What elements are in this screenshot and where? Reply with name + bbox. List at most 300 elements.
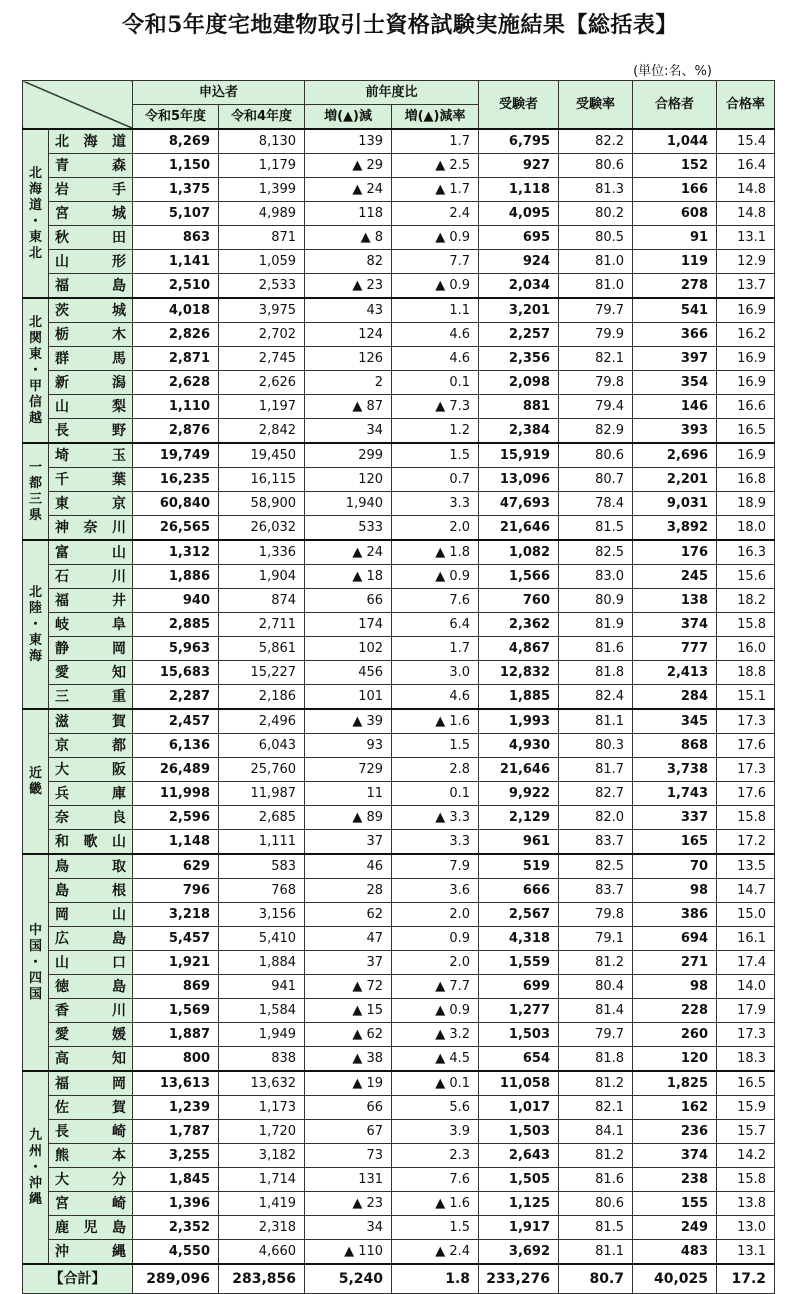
cell-r5: 629: [133, 854, 219, 879]
prefecture-name: [49, 1192, 133, 1216]
cell-exam-rate: 80.6: [559, 154, 633, 178]
cell-change: ▲ 72: [305, 975, 392, 999]
cell-change-rate: ▲ 0.9: [392, 274, 479, 299]
cell-examinees: 2,257: [479, 323, 559, 347]
cell-exam-rate: 79.1: [559, 927, 633, 951]
cell-change: 46: [305, 854, 392, 879]
passers-header: 合格者: [633, 81, 717, 130]
cell-passers: 374: [633, 613, 717, 637]
cell-r5: 2,287: [133, 685, 219, 710]
cell-examinees: 4,095: [479, 202, 559, 226]
cell-change: ▲ 62: [305, 1023, 392, 1047]
cell-r5: 2,876: [133, 419, 219, 444]
cell-change: ▲ 8: [305, 226, 392, 250]
prefecture-letters: 岡 山: [55, 906, 126, 923]
cell-change-rate: ▲ 0.1: [392, 1071, 479, 1096]
cell-r4: 1,720: [219, 1120, 305, 1144]
prefecture-name: [49, 298, 133, 323]
cell-r4: 1,884: [219, 951, 305, 975]
table-row: [23, 903, 775, 927]
prefecture-name: [49, 613, 133, 637]
cell-change-rate: 7.6: [392, 1168, 479, 1192]
cell-change: 124: [305, 323, 392, 347]
cell-r5: 1,239: [133, 1096, 219, 1120]
cell-change-rate: 3.9: [392, 1120, 479, 1144]
cell-r4: 5,861: [219, 637, 305, 661]
cell-examinees: 760: [479, 589, 559, 613]
table-row: [23, 565, 775, 589]
cell-r5: 863: [133, 226, 219, 250]
cell-pass-rate: 15.6: [717, 565, 775, 589]
cell-r4: 3,975: [219, 298, 305, 323]
cell-exam-rate: 82.4: [559, 685, 633, 710]
cell-r5: 6,136: [133, 734, 219, 758]
cell-exam-rate: 79.7: [559, 1023, 633, 1047]
cell-change-rate: 2.3: [392, 1144, 479, 1168]
region-label: 中 国 ・ 四 国: [23, 854, 49, 1071]
cell-exam-rate: 80.9: [559, 589, 633, 613]
prefecture-letters: 群 馬: [55, 350, 126, 367]
cell-r4: 1,059: [219, 250, 305, 274]
cell-change: 93: [305, 734, 392, 758]
cell-change-rate: 2.0: [392, 951, 479, 975]
cell-passers: 2,696: [633, 443, 717, 468]
cell-passers: 238: [633, 1168, 717, 1192]
prefecture-letters: 沖 縄: [55, 1243, 126, 1260]
cell-passers: 176: [633, 540, 717, 565]
prefecture-name: [49, 1120, 133, 1144]
cell-examinees: 1,559: [479, 951, 559, 975]
cell-r5: 1,396: [133, 1192, 219, 1216]
table-body: [23, 129, 775, 1264]
cell-pass-rate: 15.9: [717, 1096, 775, 1120]
cell-change: ▲ 23: [305, 274, 392, 299]
table-row: [23, 1023, 775, 1047]
prefecture-letters: 宮 城: [55, 205, 126, 222]
prefecture-name: [49, 758, 133, 782]
table-row: [23, 516, 775, 541]
region-label: 北 関 東 ・ 甲 信 越: [23, 298, 49, 443]
prefecture-name: [49, 443, 133, 468]
table-row: [23, 492, 775, 516]
cell-pass-rate: 16.1: [717, 927, 775, 951]
cell-change-rate: ▲ 4.5: [392, 1047, 479, 1072]
cell-examinees: 1,277: [479, 999, 559, 1023]
total-r4: 283,856: [219, 1264, 305, 1294]
cell-change-rate: ▲ 3.3: [392, 806, 479, 830]
cell-passers: 2,413: [633, 661, 717, 685]
table-row: [23, 927, 775, 951]
cell-passers: 374: [633, 1144, 717, 1168]
cell-change-rate: 1.1: [392, 298, 479, 323]
cell-passers: 608: [633, 202, 717, 226]
cell-examinees: 1,125: [479, 1192, 559, 1216]
corner-cell: [23, 81, 133, 130]
cell-r4: 2,496: [219, 709, 305, 734]
cell-examinees: 1,917: [479, 1216, 559, 1240]
prefecture-letters: 大 阪: [55, 761, 126, 778]
prefecture-letters: 愛 知: [55, 664, 126, 681]
cell-exam-rate: 84.1: [559, 1120, 633, 1144]
cell-examinees: 11,058: [479, 1071, 559, 1096]
cell-r4: 1,197: [219, 395, 305, 419]
cell-change: 82: [305, 250, 392, 274]
prefecture-letters: 山 口: [55, 954, 126, 971]
cell-examinees: 4,867: [479, 637, 559, 661]
table-row: [23, 806, 775, 830]
cell-r4: 2,702: [219, 323, 305, 347]
table-row: [23, 613, 775, 637]
cell-pass-rate: 15.1: [717, 685, 775, 710]
change-rate-header: 増(▲)減率: [392, 105, 479, 130]
cell-examinees: 9,922: [479, 782, 559, 806]
cell-r4: 13,632: [219, 1071, 305, 1096]
prefecture-name: [49, 468, 133, 492]
cell-passers: 260: [633, 1023, 717, 1047]
prefecture-name: [49, 951, 133, 975]
cell-passers: 1,743: [633, 782, 717, 806]
table-row: [23, 951, 775, 975]
cell-r5: 1,110: [133, 395, 219, 419]
cell-change-rate: 7.9: [392, 854, 479, 879]
cell-exam-rate: 80.7: [559, 468, 633, 492]
cell-change: 131: [305, 1168, 392, 1192]
cell-change-rate: ▲ 0.9: [392, 226, 479, 250]
cell-pass-rate: 15.7: [717, 1120, 775, 1144]
cell-change: 28: [305, 879, 392, 903]
cell-change-rate: ▲ 1.6: [392, 709, 479, 734]
cell-examinees: 12,832: [479, 661, 559, 685]
table-row: [23, 709, 775, 734]
cell-r4: 838: [219, 1047, 305, 1072]
prefecture-name: [49, 854, 133, 879]
prefecture-letters: 鳥 取: [55, 858, 126, 875]
table-row: [23, 540, 775, 565]
cell-change: 174: [305, 613, 392, 637]
cell-passers: 70: [633, 854, 717, 879]
cell-change-rate: 0.1: [392, 371, 479, 395]
cell-passers: 120: [633, 1047, 717, 1072]
cell-r5: 60,840: [133, 492, 219, 516]
cell-r5: 5,107: [133, 202, 219, 226]
prefecture-letters: 栃 木: [55, 326, 126, 343]
cell-change: 729: [305, 758, 392, 782]
results-table: [22, 80, 775, 1294]
prefecture-name: [49, 685, 133, 710]
cell-examinees: 1,566: [479, 565, 559, 589]
cell-exam-rate: 83.7: [559, 830, 633, 855]
cell-examinees: 2,098: [479, 371, 559, 395]
prefecture-letters: 山 梨: [55, 398, 126, 415]
prefecture-letters: 東 京: [55, 495, 126, 512]
table-row: [23, 154, 775, 178]
cell-exam-rate: 82.5: [559, 540, 633, 565]
cell-change-rate: ▲ 3.2: [392, 1023, 479, 1047]
cell-change: 67: [305, 1120, 392, 1144]
prefecture-letters: 福 岡: [55, 1075, 126, 1092]
cell-passers: 165: [633, 830, 717, 855]
cell-change-rate: 1.7: [392, 129, 479, 154]
cell-r4: 1,173: [219, 1096, 305, 1120]
region-label: 北 陸 ・ 東 海: [23, 540, 49, 709]
prefecture-name: [49, 129, 133, 154]
cell-passers: 868: [633, 734, 717, 758]
cell-change: 43: [305, 298, 392, 323]
cell-examinees: 927: [479, 154, 559, 178]
cell-r5: 2,628: [133, 371, 219, 395]
cell-exam-rate: 81.2: [559, 1071, 633, 1096]
cell-exam-rate: 82.9: [559, 419, 633, 444]
cell-pass-rate: 16.5: [717, 419, 775, 444]
prefecture-name: [49, 226, 133, 250]
cell-r5: 19,749: [133, 443, 219, 468]
cell-r4: 4,989: [219, 202, 305, 226]
table-row: [23, 1096, 775, 1120]
cell-pass-rate: 13.1: [717, 1240, 775, 1265]
cell-passers: 91: [633, 226, 717, 250]
prefecture-name: [49, 637, 133, 661]
cell-pass-rate: 18.8: [717, 661, 775, 685]
cell-examinees: 1,505: [479, 1168, 559, 1192]
cell-pass-rate: 15.4: [717, 129, 775, 154]
cell-passers: 119: [633, 250, 717, 274]
prefecture-name: [49, 782, 133, 806]
r4-header: 令和4年度: [219, 105, 305, 130]
table-row: [23, 1071, 775, 1096]
cell-examinees: 1,082: [479, 540, 559, 565]
cell-pass-rate: 13.7: [717, 274, 775, 299]
cell-exam-rate: 80.5: [559, 226, 633, 250]
cell-change-rate: ▲ 1.8: [392, 540, 479, 565]
table-row: [23, 1192, 775, 1216]
cell-examinees: 654: [479, 1047, 559, 1072]
cell-r4: 871: [219, 226, 305, 250]
prefecture-name: [49, 540, 133, 565]
cell-exam-rate: 80.2: [559, 202, 633, 226]
prefecture-letters: 新 潟: [55, 374, 126, 391]
cell-change: 1,940: [305, 492, 392, 516]
cell-change-rate: ▲ 0.9: [392, 565, 479, 589]
cell-change: 2: [305, 371, 392, 395]
prefecture-letters: 佐 賀: [55, 1099, 126, 1116]
cell-change-rate: ▲ 2.4: [392, 1240, 479, 1265]
cell-change-rate: 2.4: [392, 202, 479, 226]
cell-exam-rate: 80.6: [559, 1192, 633, 1216]
prefecture-letters: 和 歌 山: [55, 833, 126, 850]
cell-pass-rate: 15.8: [717, 613, 775, 637]
prefecture-name: [49, 903, 133, 927]
cell-pass-rate: 17.3: [717, 758, 775, 782]
prefecture-letters: 北 海 道: [55, 133, 126, 150]
cell-r4: 2,745: [219, 347, 305, 371]
prefecture-name: [49, 734, 133, 758]
cell-exam-rate: 81.0: [559, 250, 633, 274]
cell-exam-rate: 82.1: [559, 347, 633, 371]
cell-r4: 16,115: [219, 468, 305, 492]
table-row: [23, 371, 775, 395]
prefecture-name: [49, 250, 133, 274]
cell-exam-rate: 81.8: [559, 661, 633, 685]
cell-exam-rate: 81.5: [559, 1216, 633, 1240]
total-rate: 1.8: [392, 1264, 479, 1294]
cell-r4: 1,399: [219, 178, 305, 202]
cell-change-rate: ▲ 2.5: [392, 154, 479, 178]
cell-change-rate: 6.4: [392, 613, 479, 637]
cell-change: 120: [305, 468, 392, 492]
cell-r5: 15,683: [133, 661, 219, 685]
cell-passers: 271: [633, 951, 717, 975]
cell-r4: 2,842: [219, 419, 305, 444]
cell-exam-rate: 79.4: [559, 395, 633, 419]
cell-pass-rate: 17.3: [717, 1023, 775, 1047]
cell-exam-rate: 81.1: [559, 709, 633, 734]
cell-r5: 5,457: [133, 927, 219, 951]
cell-change-rate: 1.2: [392, 419, 479, 444]
cell-examinees: 1,017: [479, 1096, 559, 1120]
table-row: [23, 1168, 775, 1192]
total-exam-rate: 80.7: [559, 1264, 633, 1294]
cell-passers: 155: [633, 1192, 717, 1216]
cell-r5: 1,569: [133, 999, 219, 1023]
cell-r4: 1,179: [219, 154, 305, 178]
prefecture-name: [49, 879, 133, 903]
cell-pass-rate: 16.0: [717, 637, 775, 661]
cell-r4: 58,900: [219, 492, 305, 516]
table-row: [23, 323, 775, 347]
cell-change: ▲ 39: [305, 709, 392, 734]
prefecture-name: [49, 323, 133, 347]
cell-change: 533: [305, 516, 392, 541]
cell-pass-rate: 18.2: [717, 589, 775, 613]
cell-passers: 249: [633, 1216, 717, 1240]
cell-r5: 26,565: [133, 516, 219, 541]
cell-examinees: 2,034: [479, 274, 559, 299]
cell-examinees: 4,318: [479, 927, 559, 951]
cell-examinees: 2,567: [479, 903, 559, 927]
table-row: [23, 975, 775, 999]
cell-change-rate: 2.0: [392, 516, 479, 541]
cell-exam-rate: 82.7: [559, 782, 633, 806]
cell-examinees: 666: [479, 879, 559, 903]
table-row: [23, 274, 775, 299]
total-row: [23, 1264, 775, 1294]
cell-r5: 13,613: [133, 1071, 219, 1096]
cell-passers: 138: [633, 589, 717, 613]
cell-pass-rate: 15.8: [717, 1168, 775, 1192]
table-row: [23, 879, 775, 903]
cell-examinees: 1,503: [479, 1120, 559, 1144]
cell-pass-rate: 16.3: [717, 540, 775, 565]
cell-passers: 777: [633, 637, 717, 661]
cell-passers: 278: [633, 274, 717, 299]
examinees-header: 受験者: [479, 81, 559, 130]
cell-r4: 874: [219, 589, 305, 613]
cell-r4: 19,450: [219, 443, 305, 468]
cell-passers: 2,201: [633, 468, 717, 492]
prefecture-letters: 愛 媛: [55, 1026, 126, 1043]
cell-change-rate: 3.3: [392, 492, 479, 516]
cell-change: 62: [305, 903, 392, 927]
table-row: [23, 178, 775, 202]
cell-examinees: 3,201: [479, 298, 559, 323]
cell-passers: 236: [633, 1120, 717, 1144]
cell-pass-rate: 13.1: [717, 226, 775, 250]
table-row: [23, 202, 775, 226]
cell-r5: 796: [133, 879, 219, 903]
table-row: [23, 999, 775, 1023]
cell-change: 34: [305, 1216, 392, 1240]
cell-change: 101: [305, 685, 392, 710]
prefecture-letters: 富 山: [55, 544, 126, 561]
cell-passers: 337: [633, 806, 717, 830]
cell-change-rate: ▲ 0.9: [392, 999, 479, 1023]
cell-examinees: 519: [479, 854, 559, 879]
cell-examinees: 3,692: [479, 1240, 559, 1265]
cell-r5: 2,826: [133, 323, 219, 347]
unit-note: (単位:名、%): [633, 64, 712, 79]
table-row: [23, 637, 775, 661]
cell-r5: 1,148: [133, 830, 219, 855]
cell-change: ▲ 110: [305, 1240, 392, 1265]
cell-passers: 393: [633, 419, 717, 444]
r5-header: 令和5年度: [133, 105, 219, 130]
region-label: 近 畿: [23, 709, 49, 854]
cell-change: ▲ 24: [305, 178, 392, 202]
table-row: [23, 734, 775, 758]
cell-r4: 2,711: [219, 613, 305, 637]
prefecture-letters: 静 岡: [55, 640, 126, 657]
prefecture-name: [49, 492, 133, 516]
prefecture-name: [49, 709, 133, 734]
cell-pass-rate: 13.0: [717, 1216, 775, 1240]
prefecture-letters: 熊 本: [55, 1147, 126, 1164]
table-row: [23, 1240, 775, 1265]
cell-r4: 941: [219, 975, 305, 999]
cell-pass-rate: 16.9: [717, 443, 775, 468]
cell-change-rate: 5.6: [392, 1096, 479, 1120]
cell-change-rate: 4.6: [392, 347, 479, 371]
table-row: [23, 854, 775, 879]
cell-passers: 541: [633, 298, 717, 323]
cell-examinees: 695: [479, 226, 559, 250]
cell-exam-rate: 79.8: [559, 903, 633, 927]
prefecture-name: [49, 516, 133, 541]
table-row: [23, 443, 775, 468]
cell-r5: 1,845: [133, 1168, 219, 1192]
cell-r4: 1,949: [219, 1023, 305, 1047]
cell-r5: 2,457: [133, 709, 219, 734]
cell-pass-rate: 17.4: [717, 951, 775, 975]
cell-r5: 2,885: [133, 613, 219, 637]
prefecture-name: [49, 347, 133, 371]
prefecture-letters: 長 野: [55, 422, 126, 439]
prefecture-letters: 大 分: [55, 1171, 126, 1188]
prefecture-name: [49, 274, 133, 299]
prefecture-name: [49, 371, 133, 395]
cell-passers: 1,825: [633, 1071, 717, 1096]
cell-r4: 1,714: [219, 1168, 305, 1192]
cell-change: ▲ 19: [305, 1071, 392, 1096]
cell-change-rate: 2.0: [392, 903, 479, 927]
cell-change-rate: 0.9: [392, 927, 479, 951]
cell-pass-rate: 13.8: [717, 1192, 775, 1216]
cell-pass-rate: 16.9: [717, 347, 775, 371]
cell-passers: 146: [633, 395, 717, 419]
cell-r5: 3,218: [133, 903, 219, 927]
cell-r5: 2,596: [133, 806, 219, 830]
cell-exam-rate: 81.7: [559, 758, 633, 782]
cell-r4: 26,032: [219, 516, 305, 541]
